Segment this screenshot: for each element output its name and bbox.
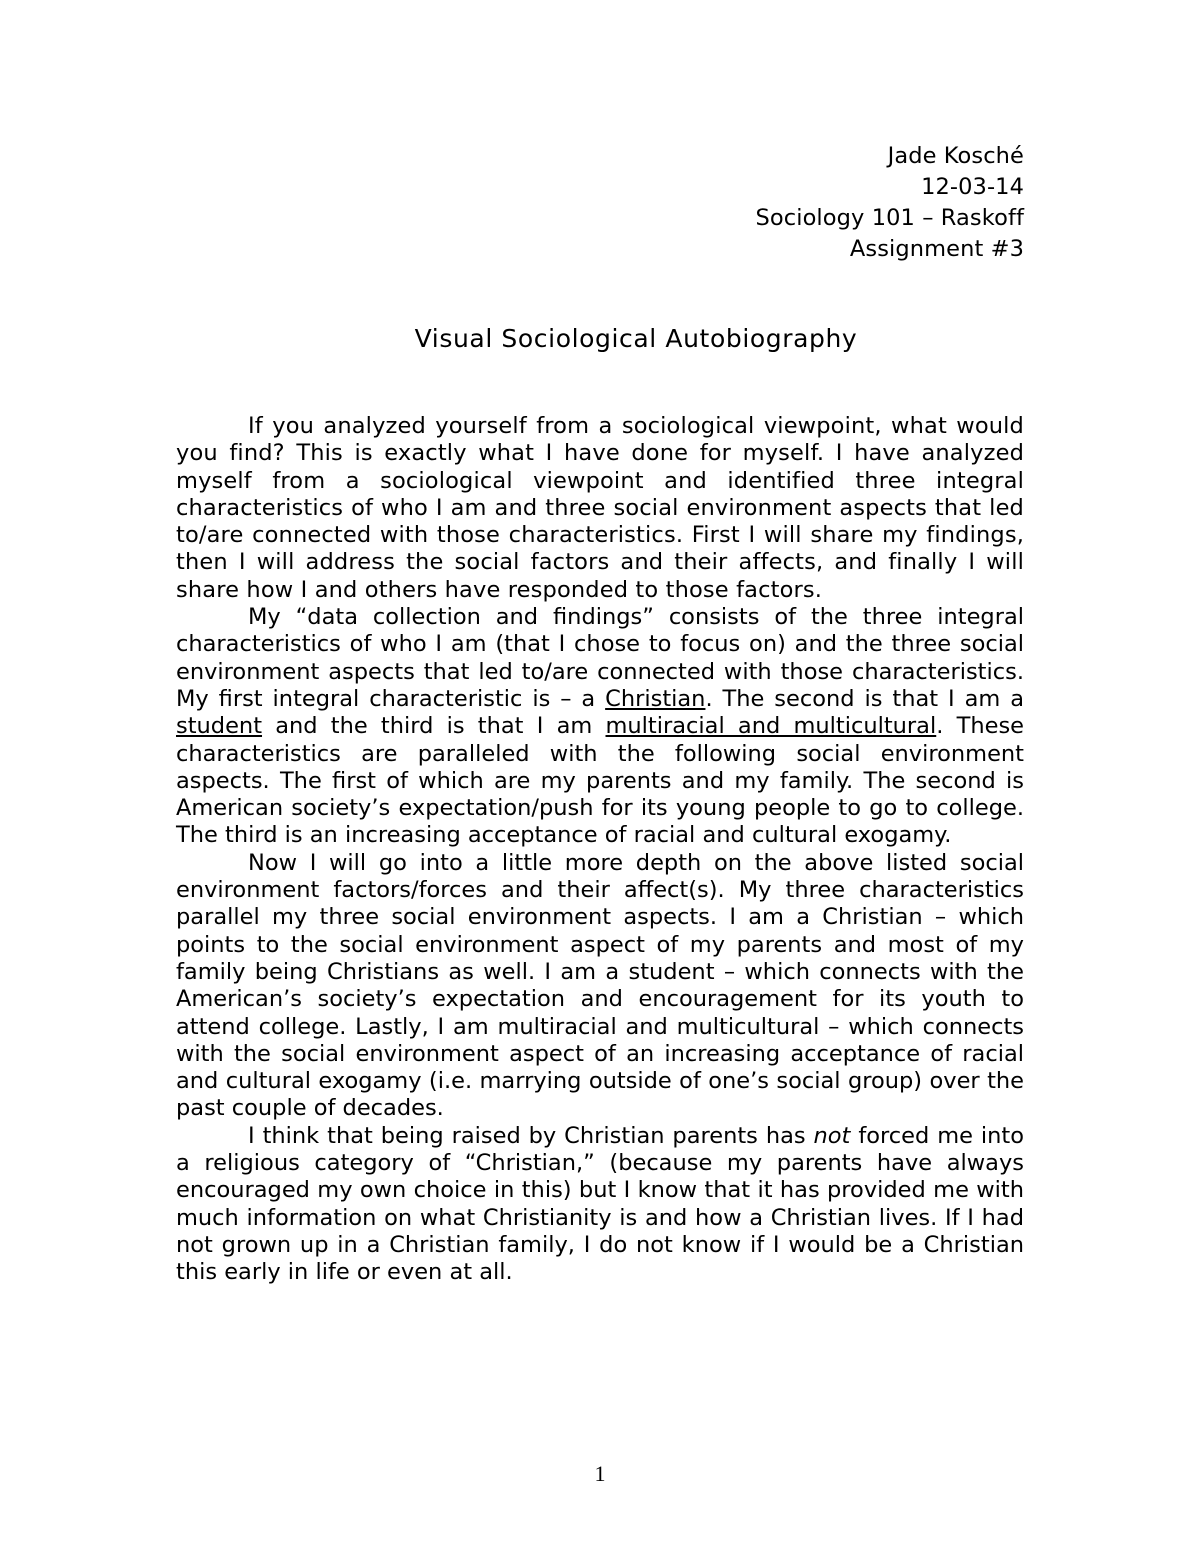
course-name: Sociology 101 – Raskoff <box>755 205 1024 231</box>
paragraph-2-text: and the third is that I am <box>262 713 606 740</box>
page-number: 1 <box>594 1461 606 1486</box>
paragraph-2-text: My “data collection and findings” consists of the three integral characteristics of who I am (that I chose to focus on) and the three social environment aspects that led to/are connected with those characteristics. My first integral characteristic is – a <box>176 604 1024 712</box>
author-name: Jade Kosché <box>887 143 1024 169</box>
italic-not: not <box>813 1122 851 1149</box>
body-text <box>176 413 1024 1287</box>
date: 12-03-14 <box>921 174 1024 200</box>
paragraph-2 <box>176 604 1024 850</box>
paragraph-4 <box>176 1123 1024 1287</box>
paragraph-4-text: I think that being raised by Christian parents has <box>248 1122 814 1149</box>
underlined-student: student <box>176 713 263 740</box>
underlined-christian: Christian <box>605 685 706 712</box>
paragraph-3: Now I will go into a little more depth on the above listed social environment factors/forces and their affect(s). My three characteristics parallel my three social environment aspects. I am a Christian – which points to the social environment aspect of my parents and most of my family being Christians as well. I am a student – which connects with the American’s society’s expectation and encouragement for its youth to attend college. Lastly, I am multiracial and multicultural – which connects with the social environment aspect of an increasing acceptance of racial and cultural exogamy (i.e. marrying outside of one’s social group) over the past couple of decades. <box>176 849 1024 1122</box>
paragraph-1: If you analyzed yourself from a sociological viewpoint, what would you find? This is exactly what I have done for myself. I have analyzed myself from a sociological viewpoint and identified three integral characteristics of who I am and three social environment aspects that led to/are connected with those characteristics. First I will share my findings, then I will address the social factors and their affects, and finally I will share how I and others have responded to those factors. <box>176 413 1024 603</box>
paragraph-2-text: . These characteristics are paralleled with the following social environment aspects. The first of which are my parents and my family. The second is American society’s expectation/push for its young people to go to college. The third is an increasing acceptance of racial and cultural exogamy. <box>176 713 1025 849</box>
underlined-multiracial: multiracial and multicultural <box>605 713 937 740</box>
document-title: Visual Sociological Autobiography <box>414 324 858 353</box>
paragraph-4-text: forced me into a religious category of “Christian,” (because my parents have always encouraged my own choice in this) but I know that it has provided me with much information on what Christianity is and how a Christian lives. If I had not grown up in a Christian family, I do not know if I would be a Christian this early in life or even at all. <box>176 1122 1024 1286</box>
paragraph-2-text: . The second is that I am a <box>705 685 1024 712</box>
assignment-label: Assignment #3 <box>849 236 1024 262</box>
header-block <box>756 141 1025 265</box>
